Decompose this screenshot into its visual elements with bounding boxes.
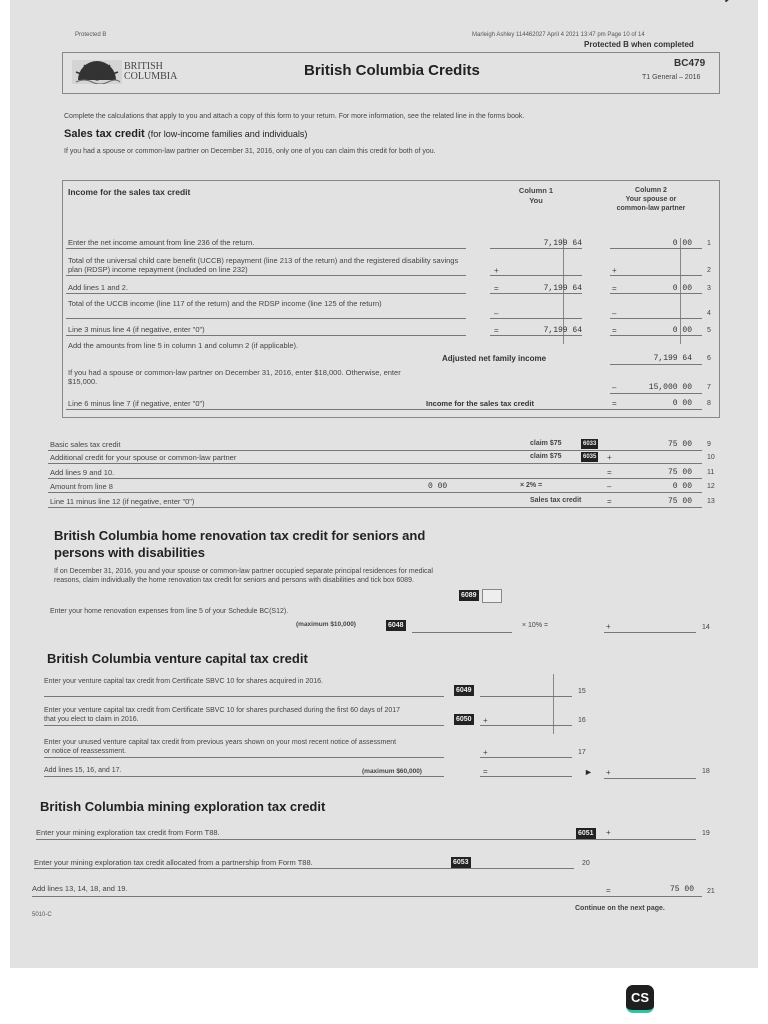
header-left-small: Protected B xyxy=(75,32,107,38)
income-row-col2-line[interactable] xyxy=(610,318,702,319)
line8-amount: 0 00 xyxy=(428,482,448,491)
column2-sub: Your spouse or common-law partner xyxy=(616,196,686,212)
venture-line18-op: + xyxy=(606,768,611,777)
row7-number: 7 xyxy=(707,384,711,391)
income-row-value-col2: 0 00 xyxy=(672,326,692,335)
venture-row-label: Enter your venture capital tax credit from Certificate SBVC 10 for shares acquired in 2016. xyxy=(44,678,323,685)
row8-label: Line 6 minus line 7 (if negative, enter "0") xyxy=(68,399,205,408)
venture-row-code: 6049 xyxy=(456,687,472,694)
income-row-number: 3 xyxy=(707,285,711,292)
income-row-col1-line[interactable] xyxy=(490,275,582,276)
renovation-max: (maximum $10,000) xyxy=(296,621,356,628)
income-row-number: 1 xyxy=(707,240,711,247)
row7-label: If you had a spouse or common-law partner on December 31, 2016, enter $18,000. Otherwise, enter $15,000. xyxy=(68,368,401,386)
sales-row-op: = xyxy=(607,497,612,506)
row8-line xyxy=(66,409,702,410)
venture-row-label: Enter your unused venture capital tax credit from previous years shown on your most recent notice of assessment or notice of reassessment. xyxy=(44,739,397,755)
income-row-col1-line[interactable] xyxy=(490,335,582,336)
sales-row-label: Line 11 minus line 12 (if negative, enter "0") xyxy=(50,497,195,506)
venture-row-number: 15 xyxy=(578,688,586,695)
sales-row-op: – xyxy=(607,482,612,491)
sales-row-value: 75 00 xyxy=(667,440,692,449)
mining-row19-label: Enter your mining exploration tax credit from Form T88. xyxy=(36,828,220,837)
income-row-underline xyxy=(66,275,466,276)
renovation-code-6089: 6089 xyxy=(461,592,477,599)
form-code: BC479 xyxy=(674,58,706,69)
income-row-col2-line[interactable] xyxy=(610,293,702,294)
sales-row-label: Basic sales tax credit xyxy=(50,440,121,449)
income-row-op-col1: = xyxy=(494,326,499,335)
renovation-result-line[interactable] xyxy=(604,632,696,633)
income-row-underline xyxy=(66,335,466,336)
mining-row20-label: Enter your mining exploration tax credit allocated from a partnership from Form T88. xyxy=(34,858,313,867)
sales-row-label: Amount from line 8 xyxy=(50,482,113,491)
column1-header xyxy=(490,186,582,206)
sales-row-code: 6033 xyxy=(583,441,597,447)
sales-row-number: 11 xyxy=(707,469,715,476)
sales-row-value: 0 00 xyxy=(672,482,692,491)
income-row-value-col2: 0 00 xyxy=(672,284,692,293)
renovation-expense-label: Enter your home renovation expenses from line 5 of your Schedule BC(S12). xyxy=(50,608,289,615)
sales-row-line xyxy=(48,492,702,493)
column1-sub: You xyxy=(529,196,543,205)
venture-row-number: 17 xyxy=(578,749,586,756)
row7-line xyxy=(610,393,702,394)
income-row-op-col2: – xyxy=(612,309,617,318)
row8-right: Income for the sales tax credit xyxy=(426,399,534,408)
mining-row19-number: 19 xyxy=(702,830,710,837)
column2-title: Column 2 xyxy=(635,187,667,194)
renovation-checkbox[interactable] xyxy=(482,589,502,603)
mining-title: British Columbia mining exploration tax credit xyxy=(40,799,326,814)
column2-header xyxy=(610,186,692,213)
sales-row-label: Additional credit for your spouse or common-law partner xyxy=(50,453,237,462)
renovation-text: If on December 31, 2016, you and your spouse or common-law partner occupied separate principal residences for medical reasons, claim individually the home renovation tax credit for seniors and persons with disabilities and tick box 6089. xyxy=(54,568,433,584)
venture-row-underline xyxy=(44,696,444,697)
sales-row-claim: claim $75 xyxy=(530,453,562,460)
sales-row-op: = xyxy=(607,468,612,477)
bc-logo-icon xyxy=(72,60,122,84)
income-row-op-col1: = xyxy=(494,284,499,293)
sales-row-number: 13 xyxy=(707,498,715,505)
row6-line xyxy=(610,364,702,365)
venture-row-number: 16 xyxy=(578,717,586,724)
venture-row-number: 18 xyxy=(702,768,710,775)
income-row-underline xyxy=(66,318,466,319)
venture-row-op: = xyxy=(483,767,488,776)
venture-row-op: + xyxy=(483,716,488,725)
income-row-value-col1: 7,199 64 xyxy=(543,239,582,248)
income-row-value-col2: 0 00 xyxy=(672,239,692,248)
income-row-col2-line[interactable] xyxy=(610,248,702,249)
income-row-underline xyxy=(66,248,466,249)
income-row-op-col2: = xyxy=(612,284,617,293)
sales-row-claim: claim $75 xyxy=(530,440,562,447)
sales-row-op: + xyxy=(607,453,612,462)
row6-number: 6 xyxy=(707,355,711,362)
form-title: British Columbia Credits xyxy=(304,62,480,79)
row8-value: 0 00 xyxy=(672,399,692,408)
logo-text xyxy=(124,62,177,82)
sales-row-line xyxy=(48,463,702,464)
venture-row-label: Enter your venture capital tax credit from Certificate SBVC 10 for shares purchased during the first 60 days of 2017 that you elect to claim in 2016. xyxy=(44,707,401,723)
income-row-number: 2 xyxy=(707,267,711,274)
income-row-label: Add lines 1 and 2. xyxy=(68,283,129,292)
mining-row21-number: 21 xyxy=(707,888,715,895)
sales-row-number: 9 xyxy=(707,441,711,448)
venture-arrow-icon: ► xyxy=(584,767,593,777)
venture-row-entry-line[interactable] xyxy=(480,757,572,758)
continue-note: Continue on the next page. xyxy=(575,905,665,912)
scanned-form-page xyxy=(10,0,758,968)
income-row-value-col1: 7,199 64 xyxy=(543,326,582,335)
sales-row-claim: Sales tax credit xyxy=(530,497,582,504)
venture-row-label: Add lines 15, 16, and 17. xyxy=(44,767,122,774)
income-row-op-col2: = xyxy=(612,326,617,335)
income-row-op-col2: + xyxy=(612,266,617,275)
income-row-label: Line 3 minus line 4 (if negative, enter "0") xyxy=(68,325,205,334)
sales-row-label: Add lines 9 and 10. xyxy=(50,468,115,477)
footer-code: 5010-C xyxy=(32,912,52,918)
form-subtitle: T1 General – 2016 xyxy=(642,74,701,81)
income-row-op-col1: + xyxy=(494,266,499,275)
sales-row-line xyxy=(48,507,702,508)
venture-row-entry-line[interactable] xyxy=(480,725,572,726)
mining-row21-label: Add lines 13, 14, 18, and 19. xyxy=(32,884,128,893)
mining-row19-line[interactable] xyxy=(36,839,696,840)
income-row-underline xyxy=(66,293,466,294)
income-row-label: Total of the universal child care benefit (UCCB) repayment (line 213 of the return) and the registered disability savings plan (RDSP) income repayment (included on line 232) xyxy=(68,256,459,274)
sales-row-value: 75 00 xyxy=(667,497,692,506)
logo-line2: COLUMBIA xyxy=(124,71,178,82)
instructions: Complete the calculations that apply to you and attach a copy of this form to your return. For more information, see the related line in the forms book. xyxy=(64,113,525,120)
renovation-code-6048: 6048 xyxy=(388,622,404,629)
row6-value: 7,199 64 xyxy=(653,354,692,363)
sales-title: Sales tax credit xyxy=(64,128,145,140)
row8-number: 8 xyxy=(707,400,711,407)
mining-code-6051: 6051 xyxy=(578,830,594,837)
mining-row20-line[interactable] xyxy=(34,868,574,869)
income-row-op-col1: – xyxy=(494,309,499,318)
venture-row-underline xyxy=(44,776,444,777)
mining-row21-line xyxy=(32,896,702,897)
income-row-col2-line[interactable] xyxy=(610,275,702,276)
sales-row-number: 10 xyxy=(707,454,715,461)
mining-row19-op: + xyxy=(606,828,611,837)
sales-row-code: 6035 xyxy=(583,454,597,460)
income-row-number: 4 xyxy=(707,310,711,317)
renovation-line-number: 14 xyxy=(702,624,710,631)
income-row-col1-line[interactable] xyxy=(490,318,582,319)
sales-tax-heading xyxy=(64,128,307,140)
sales-row-claim: × 2% = xyxy=(520,482,543,489)
venture-row-underline xyxy=(44,757,444,758)
income-row-value-col1: 7,199 64 xyxy=(543,284,582,293)
income-row-number: 5 xyxy=(707,327,711,334)
venture-row-op: + xyxy=(483,748,488,757)
row7-value: 15,000 00 xyxy=(648,383,692,392)
income-row-label: Total of the UCCB income (line 117 of the return) and the RDSP income (line 125 of the return) xyxy=(68,299,382,308)
renovation-title-line2: persons with disabilities xyxy=(54,545,205,560)
sales-row-line xyxy=(48,478,702,479)
income-row-col2-line[interactable] xyxy=(610,335,702,336)
sales-row-value: 75 00 xyxy=(667,468,692,477)
venture-row-underline xyxy=(44,725,444,726)
column1-title: Column 1 xyxy=(518,186,554,195)
sales-row-line xyxy=(48,450,702,451)
venture-max: (maximum $60,000) xyxy=(362,768,422,775)
sales-note: If you had a spouse or common-law partner on December 31, 2016, only one of you can claim this credit for both of you. xyxy=(64,148,436,155)
income-table-heading: Income for the sales tax credit xyxy=(68,187,191,197)
mining-row20-number: 20 xyxy=(582,860,590,867)
row6-label: Add the amounts from line 5 in column 1 and column 2 (if applicable). xyxy=(68,341,299,350)
logo-line1: BRITISH xyxy=(124,61,163,72)
sales-row-number: 12 xyxy=(707,483,715,490)
venture-row-entry-line[interactable] xyxy=(480,776,572,777)
mining-row21-op: = xyxy=(606,886,611,895)
renovation-title xyxy=(54,527,425,561)
venture-row-entry-line[interactable] xyxy=(480,696,572,697)
renovation-rate: × 10% = xyxy=(522,622,549,629)
venture-line18-line[interactable] xyxy=(604,778,696,779)
row7-op: – xyxy=(612,383,617,392)
income-row-label: Enter the net income amount from line 236 of the return. xyxy=(68,238,255,247)
renovation-op: + xyxy=(606,622,611,631)
header-right-small: Marleigh Ashley 114462027 April 4 2021 13:47 pm Page 10 of 14 xyxy=(472,32,645,38)
income-row-col1-line[interactable] xyxy=(490,293,582,294)
mining-row21-value: 75 00 xyxy=(669,885,694,894)
row8-op: = xyxy=(612,399,617,408)
mining-code-6053: 6053 xyxy=(453,859,469,866)
sales-subtitle: (for low-income families and individuals) xyxy=(147,129,308,139)
protected-label: Protected B when completed xyxy=(584,40,694,49)
renovation-expense-line[interactable] xyxy=(412,632,512,633)
renovation-title-line1: British Columbia home renovation tax credit for seniors and xyxy=(54,528,426,543)
row6-right: Adjusted net family income xyxy=(442,354,547,363)
venture-row-code: 6050 xyxy=(456,716,472,723)
venture-title: British Columbia venture capital tax credit xyxy=(47,651,308,666)
camscanner-logo-icon[interactable]: CS xyxy=(626,985,654,1013)
income-row-col1-line[interactable] xyxy=(490,248,582,249)
